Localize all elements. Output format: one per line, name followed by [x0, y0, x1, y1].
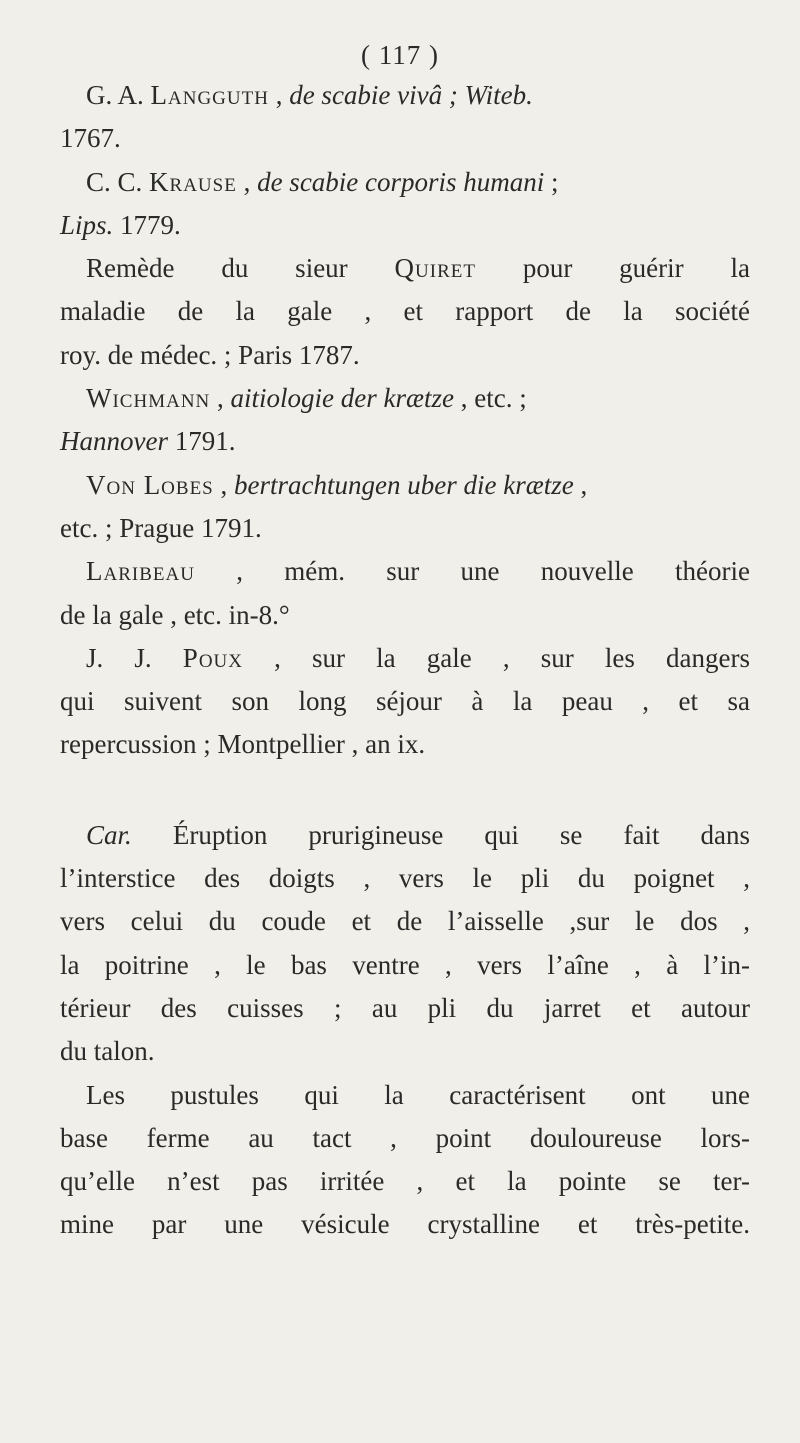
italic-text: de scabie vivâ ; Witeb.: [289, 80, 533, 110]
author-name: Laribeau: [86, 556, 195, 587]
text-run: mine par une vésicule crystalline et très-petite.: [60, 1209, 750, 1240]
text-run: , etc. ;: [454, 383, 527, 414]
text-line: [60, 1160, 750, 1203]
text-run: vers celui du coude et de l’aisselle ,sur le dos ,: [60, 906, 750, 937]
author-name: Poux: [182, 642, 243, 673]
text-line: [60, 161, 750, 204]
text-line: [60, 1117, 750, 1160]
text-line: [60, 464, 750, 507]
text-line: [60, 247, 750, 290]
text-run: roy. de médec. ; Paris 1787.: [60, 339, 360, 370]
text-run: maladie de la gale , et rapport de la société: [60, 296, 750, 327]
text-line: [60, 1030, 750, 1073]
page-number: ( 117 ): [361, 40, 439, 70]
text-line: [60, 507, 750, 550]
italic-text: de scabie corporis humani: [257, 166, 545, 197]
text-line: [60, 1203, 750, 1246]
page-text: [60, 74, 750, 1247]
text-run: pour guérir la: [475, 253, 750, 284]
text-line: [60, 550, 750, 593]
italic-text: bertrachtungen uber die krætze: [234, 469, 574, 500]
text-run: Remède du sieur: [86, 253, 395, 284]
text-run: ,: [210, 383, 231, 414]
text-line: [60, 680, 750, 723]
text-run: l’interstice des doigts , vers le pli du poignet ,: [60, 863, 750, 894]
text-run: ,: [236, 166, 258, 197]
text-line: [60, 637, 750, 680]
section-gap: [60, 767, 750, 814]
italic-text: Car.: [86, 819, 132, 850]
author-name: Krause: [149, 166, 237, 197]
text-line: [60, 594, 750, 637]
text-run: de la gale , etc. in-8.°: [60, 599, 290, 630]
text-run: 1791.: [167, 426, 236, 457]
text-line: [60, 334, 750, 377]
text-line: [60, 290, 750, 333]
text-run: repercussion ; Montpellier , an ix.: [60, 729, 426, 760]
text-run: ,: [573, 469, 588, 500]
text-run: , sur la gale , sur les dangers: [242, 642, 750, 673]
text-run: ,: [213, 469, 235, 500]
text-run: la poitrine , le bas ventre , vers l’aîne , à l’in-: [60, 949, 750, 980]
text-line: [60, 987, 750, 1030]
text-run: qu’elle n’est pas irritée , et la pointe se ter-: [60, 1166, 750, 1197]
author-name: Quiret: [394, 253, 476, 284]
author-name: Langguth: [150, 80, 269, 110]
text-run: base ferme au tact , point douloureuse lors-: [60, 1122, 750, 1153]
italic-text: aitiologie der krætze: [230, 383, 454, 414]
text-run: du talon.: [60, 1036, 155, 1067]
text-run: térieur des cuisses ; au pli du jarret et autour: [60, 992, 750, 1023]
text-run: ,: [268, 80, 290, 110]
text-line: [60, 117, 750, 160]
text-line: [60, 944, 750, 987]
text-line: [60, 204, 750, 247]
author-name: Von Lobes: [86, 469, 214, 500]
text-run: 1779.: [113, 209, 181, 240]
text-line: [60, 74, 750, 117]
text-run: 1767.: [60, 123, 121, 154]
text-line: [60, 723, 750, 766]
text-line: [60, 377, 750, 420]
italic-text: Hannover: [60, 426, 168, 457]
text-run: G. A.: [86, 80, 151, 110]
text-run: J. J.: [86, 642, 183, 673]
text-run: Éruption prurigineuse qui se fait dans: [131, 819, 750, 850]
text-run: etc. ; Prague 1791.: [60, 512, 262, 543]
author-name: Wichmann: [86, 383, 211, 414]
text-run: C. C.: [86, 166, 150, 197]
text-line: [60, 420, 750, 463]
text-run: , mém. sur une nouvelle théorie: [194, 556, 750, 587]
text-line: [60, 814, 750, 857]
text-run: Les pustules qui la caractérisent ont une: [86, 1079, 750, 1110]
italic-text: Lips.: [60, 209, 114, 240]
text-run: ;: [544, 166, 559, 197]
text-run: qui suivent son long séjour à la peau , et sa: [60, 686, 750, 717]
text-line: [60, 1074, 750, 1117]
text-line: [60, 900, 750, 943]
text-line: [60, 857, 750, 900]
